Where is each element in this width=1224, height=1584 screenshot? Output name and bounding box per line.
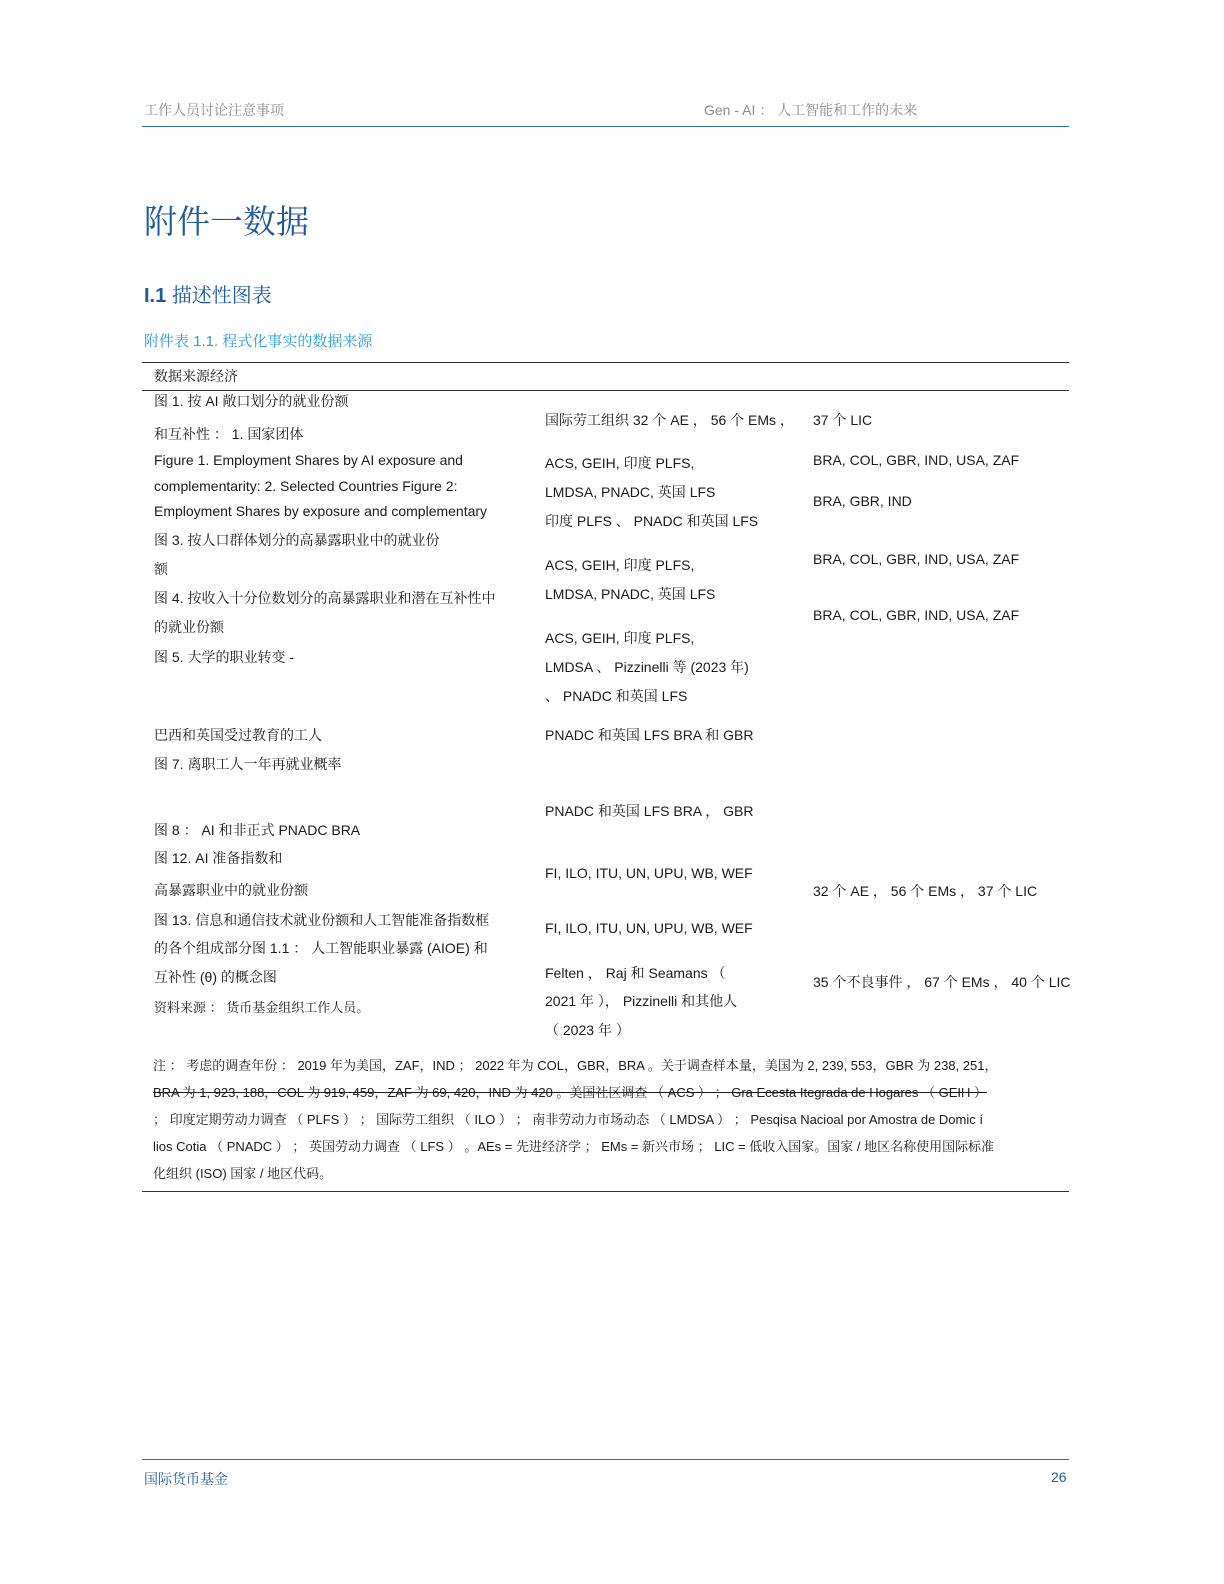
col3-line: 37 个 LIC <box>813 412 873 428</box>
col1-line: 的就业份额 <box>154 619 224 635</box>
col1-line: 图 5. 大学的职业转变 - <box>154 649 295 665</box>
col1-line: 巴西和英国受过教育的工人 <box>154 727 322 743</box>
col1-line: complementarity: 2. Selected Countries Figure 2: <box>154 478 458 494</box>
section-label: 描述性图表 <box>171 285 272 307</box>
table-note <box>153 1052 1063 1187</box>
col2-line: FI, ILO, ITU, UN, UPU, WB, WEF <box>545 920 753 936</box>
note-line: 化组织 (ISO) 国家 / 地区代码。 <box>153 1166 333 1181</box>
footer-rule <box>142 1459 1069 1460</box>
col1-line: 图 12. AI 准备指数和 <box>154 850 283 866</box>
col2-line: PNADC 和英国 LFS BRA 和 GBR <box>545 727 754 743</box>
col1-line: 图 4. 按收入十分位数划分的高暴露职业和潜在互补性中 <box>154 590 496 606</box>
col2-line: 2021 年 ）， Pizzinelli 和其他人 <box>545 993 738 1009</box>
col1-line: 图 1. 按 AI 敞口划分的就业份额 <box>154 393 349 409</box>
table-header: 数据来源经济 <box>154 368 238 384</box>
col1-line: 额 <box>154 561 168 577</box>
col2-line: ACS, GEIH, 印度 PLFS, <box>545 557 695 573</box>
running-header-left: 工作人员讨论注意事项 <box>144 102 284 118</box>
col1-line: 图 13. 信息和通信技术就业份额和人工智能准备指数框 <box>154 912 490 928</box>
col1-line: Figure 1. Employment Shares by AI exposure and <box>154 452 463 468</box>
col1-line: 高暴露职业中的就业份额 <box>154 882 308 898</box>
table-top-rule <box>142 362 1069 363</box>
col2-line: LMDSA, PNADC, 英国 LFS <box>545 484 716 500</box>
running-header-right: Gen - AI ： 人工智能和工作的未来 <box>704 102 918 118</box>
page-number: 26 <box>1051 1469 1067 1485</box>
col1-line: 图 7. 离职工人一年再就业概率 <box>154 756 342 772</box>
table-source: 资料来源 ： 货币基金组织工作人员。 <box>154 1000 370 1015</box>
col2-line: 国际劳工组织 32 个 AE ， 56 个 EMs ， <box>545 412 794 428</box>
col2-line: （ 2023 年 ） <box>545 1022 630 1038</box>
col2-line: 印度 PLFS 、 PNADC 和英国 LFS <box>545 513 759 529</box>
col1-line: 互补性 (θ) 的概念图 <box>154 969 277 985</box>
col3-line: 35 个不良事件 ， 67 个 EMs ， 40 个 LIC <box>813 974 1071 990</box>
col3-line: BRA, COL, GBR, IND, USA, ZAF <box>813 607 1020 623</box>
note-line: lios Cotia （ PNADC ） ； 英国劳动力调查 （ LFS ） 。AEs = 先进经济学 ； EMs = 新兴市场 ； LIC = 低收入国家。国家 / 地区名称使用国际标准 <box>153 1139 995 1154</box>
col3-line: BRA, COL, GBR, IND, USA, ZAF <box>813 452 1020 468</box>
col1-line: 图 3. 按人口群体划分的高暴露职业中的就业份 <box>154 532 440 548</box>
col2-line: ACS, GEIH, 印度 PLFS, <box>545 455 695 471</box>
page-title: 附件一数据 <box>144 203 309 240</box>
col2-line: Felten ， Raj 和 Seamans （ <box>545 965 726 981</box>
note-line: BRA 为 1, 923, 188，COL 为 919, 459，ZAF 为 69, 420，IND 为 420 。美国社区调查 （ ACS ） ； Gra Ecesta Itegrada de Hogares （ GEIH ） <box>153 1085 987 1100</box>
col1-line: 图 8 ： AI 和非正式 PNADC BRA <box>154 822 361 838</box>
col3-line: BRA, GBR, IND <box>813 493 912 509</box>
col2-line: 、 PNADC 和英国 LFS <box>545 688 688 704</box>
col2-line: ACS, GEIH, 印度 PLFS, <box>545 630 695 646</box>
note-line: ； 印度定期劳动力调查 （ PLFS ） ； 国际劳工组织 （ ILO ） ； 南非劳动力市场动态 （ LMDSA ） ； Pesqisa Nacioal por Amostra de Domic í <box>153 1112 983 1127</box>
footer-publisher: 国际货币基金 <box>144 1471 228 1487</box>
table-caption: 附件表 1.1. 程式化事实的数据来源 <box>144 333 373 350</box>
section-number: I.1 <box>144 285 167 307</box>
table-bottom-rule <box>142 1191 1069 1192</box>
col3-line: BRA, COL, GBR, IND, USA, ZAF <box>813 551 1020 567</box>
col3-line: 32 个 AE ， 56 个 EMs ， 37 个 LIC <box>813 883 1038 899</box>
col1-line: Employment Shares by exposure and complementary <box>154 503 488 519</box>
col2-line: LMDSA, PNADC, 英国 LFS <box>545 586 716 602</box>
section-heading <box>144 279 272 308</box>
col1-line: 的各个组成部分图 1.1 ： 人工智能职业暴露 (AIOE) 和 <box>154 940 488 956</box>
col2-line: PNADC 和英国 LFS BRA ， GBR <box>545 803 754 819</box>
header-rule <box>142 126 1069 127</box>
col1-line: 和互补性 ： 1. 国家团体 <box>154 426 304 442</box>
note-line: 注 ： 考虑的调查年份 ： 2019 年为美国，ZAF，IND ； 2022 年为 COL，GBR，BRA 。关于调查样本量，美国为 2, 239, 553，GBR 为 238, 251， <box>153 1058 998 1073</box>
col2-line: LMDSA 、 Pizzinelli 等 (2023 年) <box>545 659 749 675</box>
col2-line: FI, ILO, ITU, UN, UPU, WB, WEF <box>545 865 753 881</box>
